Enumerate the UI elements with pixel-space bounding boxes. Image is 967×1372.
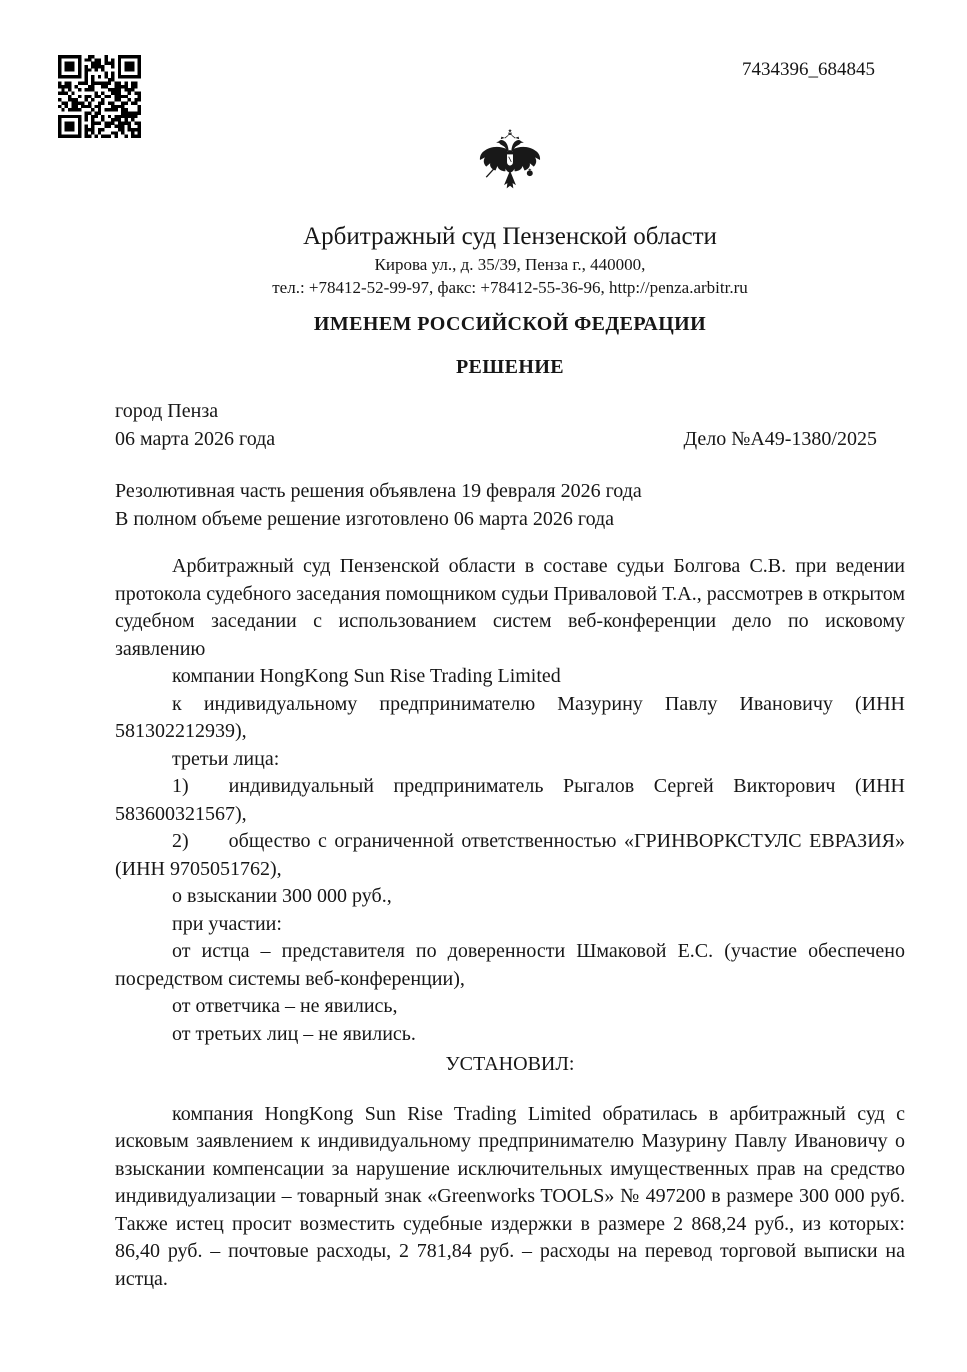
paragraph-third-parties-absent: от третьих лиц – не явились. — [172, 1022, 416, 1045]
city-line: город Пенза — [115, 400, 219, 422]
russian-coat-of-arms-icon — [115, 123, 905, 197]
document-number: 7434396_684845 — [742, 59, 875, 80]
established-paragraph: компания HongKong Sun Rise Trading Limited обратилась в арбитражный суд с исковым заявлением к индивидуальному предпринимателю Мазурину Павлу Ивановичу о взыскании компенсации за нарушение исключительных имущественных прав на средство индивидуализации – товарный знак «Greenworks TOOLS» № 497200 в размере 300 000 руб. Также истец просит возместить судебные издержки в размере 2 868,24 руб., из которых: 86,40 руб. – почтовые расходы, 2 781,84 руб. – расходы на перевод торговой выписки на истца. — [115, 1102, 905, 1290]
resolution-announced-line: Резолютивная часть решения объявлена 19 февраля 2026 года — [115, 480, 642, 502]
paragraph-court-composition: Арбитражный суд Пензенской области в составе судьи Болгова С.В. при ведении протокола судебного заседания помощником судьи Приваловой Т.А., рассмотрев в открытом судебном заседании с использованием систем веб-конференции дело по исковому заявлению — [115, 555, 905, 660]
in-the-name-heading: ИМЕНЕМ РОССИЙСКОЙ ФЕДЕРАЦИИ — [313, 313, 707, 335]
resolution-dates-block — [115, 478, 905, 533]
case-number: Дело №А49-1380/2025 — [683, 427, 877, 450]
case-intro-block — [115, 553, 905, 1048]
court-name: Арбитражный суд Пензенской области — [303, 223, 717, 250]
paragraph-third-parties-label: третьи лица: — [172, 747, 280, 770]
court-address: Кирова ул., д. 35/39, Пенза г., 440000, — [374, 255, 646, 274]
paragraph-participants-label: при участии: — [172, 912, 282, 935]
decision-heading: РЕШЕНИЕ — [455, 356, 565, 378]
document-body — [115, 0, 905, 1293]
paragraph-third-party-1: 1) индивидуальный предприниматель Рыгалов Сергей Викторович (ИНН 583600321567), — [115, 775, 905, 825]
date-case-row — [115, 426, 905, 454]
court-contacts: тел.: +78412-52-99-97, факс: +78412-55-36-96, http://penza.arbitr.ru — [272, 278, 748, 297]
paragraph-defendant: к индивидуальному предпринимателю Мазурину Павлу Ивановичу (ИНН 581302212939), — [115, 692, 905, 742]
paragraph-plaintiff-representative: от истца – представителя по доверенности Шмаковой Е.С. (участие обеспечено посредством системы веб-конференции), — [115, 940, 905, 990]
paragraph-defendant-absent: от ответчика – не явились, — [172, 995, 398, 1017]
established-heading: УСТАНОВИЛ: — [445, 1053, 575, 1075]
decision-date: 06 марта 2026 года — [115, 427, 276, 450]
full-version-line: В полном объеме решение изготовлено 06 марта 2026 года — [115, 507, 615, 530]
paragraph-claim-amount: о взыскании 300 000 руб., — [172, 885, 392, 907]
paragraph-plaintiff: компании HongKong Sun Rise Trading Limited — [172, 665, 561, 687]
paragraph-third-party-2: 2) общество с ограниченной ответственностью «ГРИНВОРКСТУЛС ЕВРАЗИЯ» (ИНН 9705051762), — [115, 830, 905, 880]
